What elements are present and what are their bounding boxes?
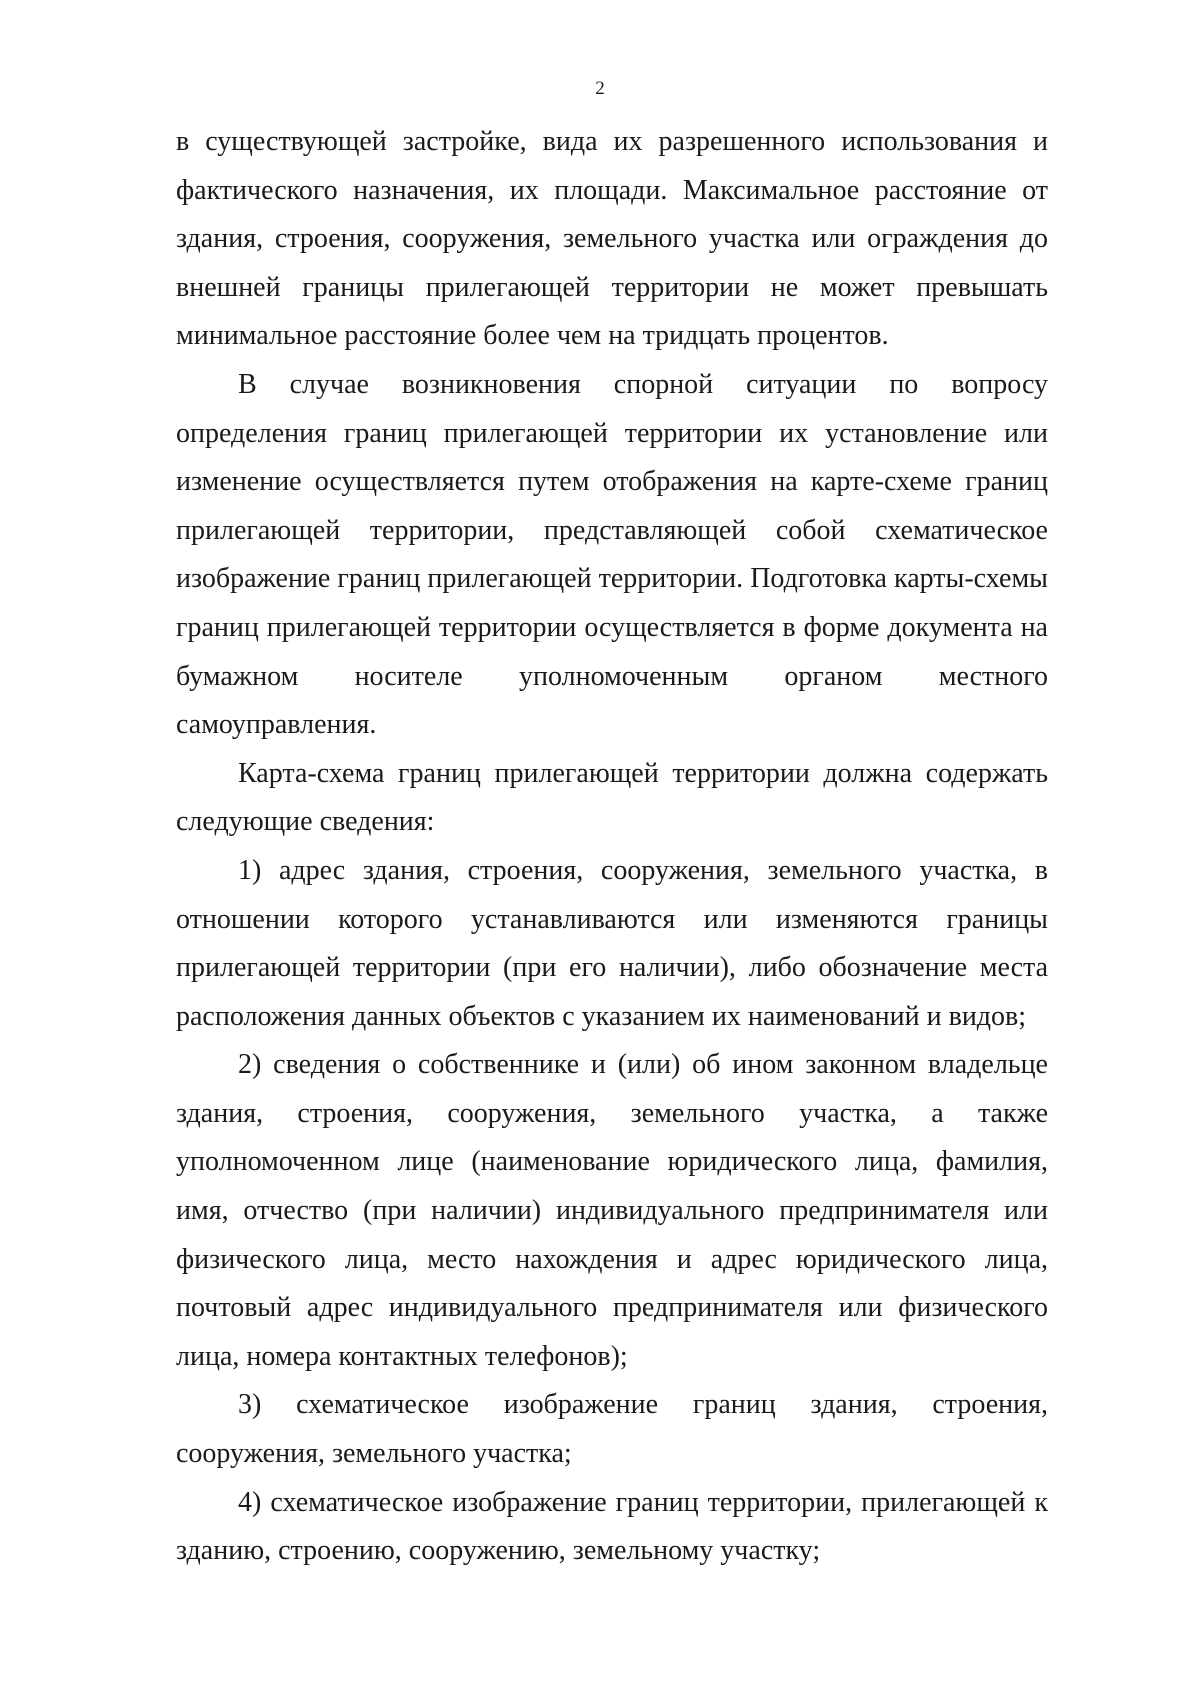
page-number: 2 — [595, 78, 605, 99]
list-item-4: 4) схематическое изображение границ территории, прилегающей к зданию, строению, сооружению, земельному участку; — [176, 1486, 1048, 1567]
paragraph-map-contents: Карта-схема границ прилегающей территории должна содержать следующие сведения: — [176, 757, 1048, 838]
list-item-3: 3) схематическое изображение границ здания, строения, сооружения, земельного участка; — [176, 1389, 1048, 1470]
document-body — [176, 118, 1048, 1576]
list-item-1: 1) адрес здания, строения, сооружения, земельного участка, в отношении которого устанавливаются или изменяются границы прилегающей территории (при его наличии), либо обозначение места расположения данных объектов с указанием их наименований и видов; — [176, 854, 1048, 1032]
paragraph-continuation: в существующей застройке, вида их разрешенного использования и фактического назначения, их площади. Максимальное расстояние от здания, строения, сооружения, земельного участка или ограждения до внешней границы прилегающей территории не может превышать минимальное расстояние более чем на тридцать процентов. — [176, 126, 1048, 352]
list-item-2: 2) сведения о собственнике и (или) об ином законном владельце здания, строения, сооружения, земельного участка, а также уполномоченном лице (наименование юридического лица, фамилия, имя, отчество (при наличии) индивидуального предпринимателя или физического лица, место нахождения и адрес юридического лица, почтовый адрес индивидуального предпринимателя или физического лица, номера контактных телефонов); — [176, 1049, 1048, 1372]
paragraph-dispute: В случае возникновения спорной ситуации по вопросу определения границ прилегающей территории их установление или изменение осуществляется путем отображения на карте-схеме границ прилегающей территории, представляющей собой схематическое изображение границ прилегающей территории. Подготовка карты-схемы границ прилегающей территории осуществляется в форме документа на бумажном носителе уполномоченным органом местного самоуправления. — [176, 368, 1048, 741]
